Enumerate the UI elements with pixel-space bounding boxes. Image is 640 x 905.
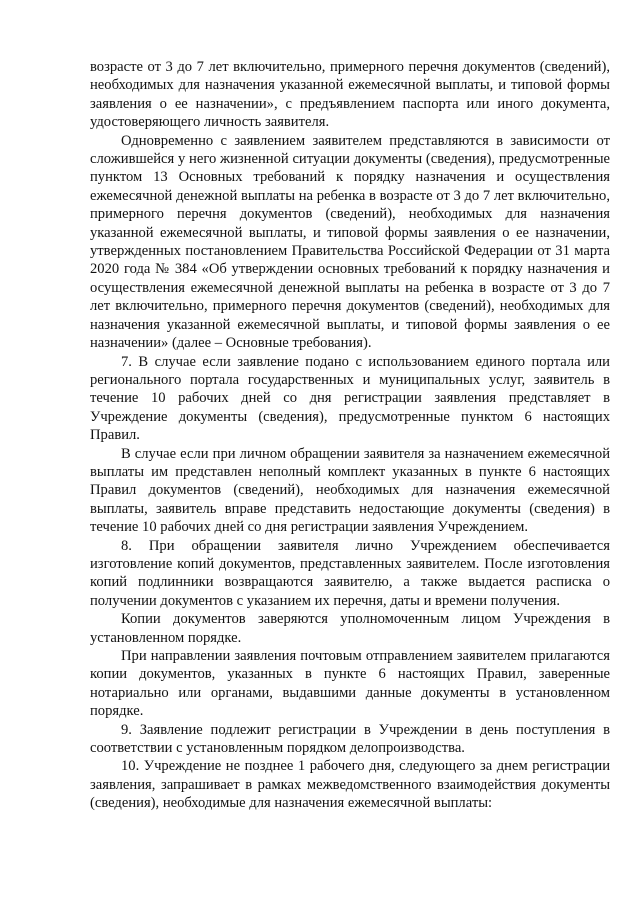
paragraph-documents-with-application: Одновременно с заявлением заявителем представляются в зависимости от сложившейся у него жизненной ситуации документы (сведения), предусмотренные пунктом 13 Основных требований к порядку назначения и осуществления ежемесячной денежной выплаты на ребенка в возрасте от 3 до 7 лет включительно, примерного перечня документов (сведений), необходимых для назначения указанной ежемесячной выплаты, и типовой формы заявления о ее назначении, утвержденных постановлением Правительства Российской Федерации от 31 марта 2020 года № 384 «Об утверждении основных требований к порядку назначения и осуществления ежемесячной денежной выплаты на ребенка в возрасте от 3 до 7 лет включительно, примерного перечня документов (сведений), необходимых для назначения указанной ежемесячной выплаты, и типовой формы заявления о ее назначении» (далее – Основные требования). [90,132,610,352]
paragraph-clause-7: 7. В случае если заявление подано с использованием единого портала или регионального портала государственных и муниципальных услуг, заявитель в течение 10 рабочих дней со дня регистрации заявления представляет в Учреждение документы (сведения), предусмотренные пунктом 6 настоящих Правил. [90,353,610,444]
paragraph-postal-submission: При направлении заявления почтовым отправлением заявителем прилагаются копии документов, указанных в пункте 6 настоящих Правил, заверенные нотариально или органами, выдавшими данные документы в установленном порядке. [90,648,610,720]
document-page [90,58,610,813]
paragraph-continuation: возрасте от 3 до 7 лет включительно, примерного перечня документов (сведений), необходимых для назначения указанной ежемесячной выплаты, и типовой формы заявления о ее назначении», с предъявлением паспорта или иного документа, удостоверяющего личность заявителя. [90,59,610,131]
paragraph-clause-10: 10. Учреждение не позднее 1 рабочего дня, следующего за днем регистрации заявления, запрашивает в рамках межведомственного взаимодействия документы (сведения), необходимые для назначения ежемесячной выплаты: [90,758,610,812]
paragraph-copies-certified: Копии документов заверяются уполномоченным лицом Учреждения в установленном порядке. [90,611,610,646]
paragraph-clause-8: 8. При обращении заявителя лично Учреждением обеспечивается изготовление копий документов, представленных заявителем. После изготовления копий подлинники возвращаются заявителю, а также выдается расписка о получении документов с указанием их перечня, даты и времени получения. [90,537,610,609]
paragraph-clause-9: 9. Заявление подлежит регистрации в Учреждении в день поступления в соответствии с установленным порядком делопроизводства. [90,721,610,757]
paragraph-incomplete-documents: В случае если при личном обращении заявителя за назначением ежемесячной выплаты им представлен неполный комплект указанных в пункте 6 настоящих Правил документов (сведений), необходимых для назначения ежемесячной выплаты, заявитель вправе представить недостающие документы (сведения) в течение 10 рабочих дней со дня регистрации заявления Учреждением. [90,445,610,536]
